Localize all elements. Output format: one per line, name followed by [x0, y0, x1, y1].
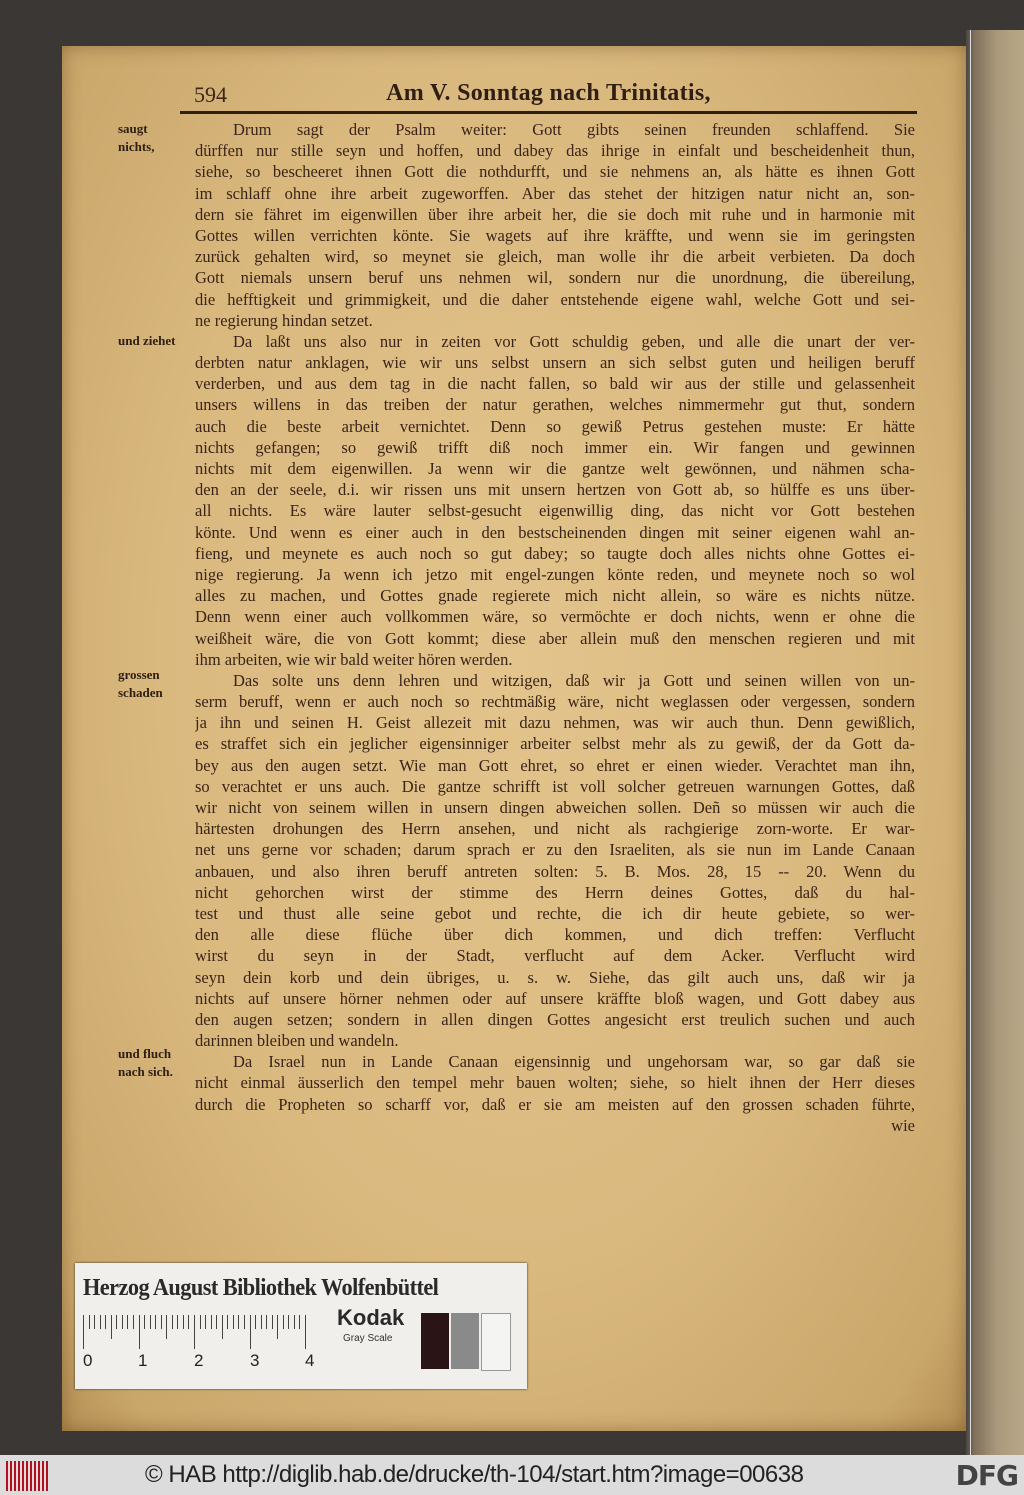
ruler-tick	[266, 1315, 267, 1329]
text-line: siehe, so bescheeret ihnen Gott die nothdurfft, und sie nehmens an, als hätte es ihnen Gott	[195, 162, 915, 182]
hab-logo-icon	[6, 1461, 48, 1491]
page-header	[180, 80, 917, 114]
ruler-tick	[211, 1315, 212, 1329]
ruler-tick	[89, 1315, 90, 1329]
ruler-tick	[144, 1315, 145, 1329]
text-line: nichts mit dem eigenwillen. Ja wenn wir die gantze welt gewönnen, und nähmen scha-	[195, 459, 915, 478]
text-line: Drum sagt der Psalm weiter: Gott gibts seinen freunden schlaffend. Sie	[233, 120, 915, 139]
text-line: unsers willens in das treiben der natur gerathen, welches nimmermehr gut thut, sondern	[195, 395, 915, 415]
swatch-black	[421, 1313, 449, 1369]
ruler-tick	[233, 1315, 234, 1329]
footer-bar	[0, 1455, 1024, 1495]
ruler-tick	[216, 1315, 217, 1329]
text-line: es straffet sich ein jeglicher eigensinniger arbeiter selbst mehr als zu gewiß, der da Gott da-	[195, 734, 915, 754]
ruler-tick	[255, 1315, 256, 1329]
ruler-tick	[288, 1315, 289, 1329]
text-line: nige regierung. Ja wenn ich jetzo mit engel-zungen könte reden, und meynete noch so wol	[195, 564, 915, 584]
text-line: im schlaff ohne ihre arbeit zugeworffen. Aber das stehet der hitzigen natur nicht an, son-	[195, 183, 915, 203]
text-line: nicht gehorchen wirst der stimme des Herrn deines Gottes, daß du hal-	[195, 882, 915, 902]
ruler-tick	[250, 1315, 251, 1349]
ruler-tick	[244, 1315, 245, 1329]
text-line: nichts auf unsere hörner nehmen oder auf unsere kräffte bloß wagen, und Gott dabey aus	[195, 988, 915, 1008]
margin-note	[118, 1045, 196, 1081]
ruler-tick	[127, 1315, 128, 1329]
body-text	[195, 119, 915, 1136]
ruler-tick	[205, 1315, 206, 1329]
text-line: könte. Und wenn es einer auch in den bestscheinenden dingen mit seiner eigenen wahl an-	[195, 522, 915, 542]
ruler-tick	[238, 1315, 239, 1329]
text-line: durch die Propheten so scharff vor, daß er sie am meisten auf den grossen schaden führte,	[195, 1094, 915, 1114]
text-line: Da Israel nun in Lande Canaan eigensinnig und ungehorsam war, so gar daß sie	[233, 1052, 915, 1072]
ruler-label: 3	[250, 1351, 260, 1370]
text-line: dürffen nur stille seyn und hoffen, und dabey das ihrige in einfalt und bescheidenheit thun,	[195, 141, 915, 161]
ruler-tick	[277, 1315, 278, 1339]
text-line: Gottes willen verrichten könte. Sie wagets auf ihre kräffte, und wenn sie im geringsten	[195, 225, 915, 245]
ruler-tick	[294, 1315, 295, 1329]
text-line: nichts gefangen; so gewiß trifft diß noch immer ein. Wir fangen und gewinnen	[195, 437, 915, 457]
card-title: Herzog August Bibliothek Wolfenbüttel	[83, 1275, 439, 1301]
ruler-tick	[150, 1315, 151, 1329]
text-line: nicht einmal äusserlich den tempel mehr bauen wolten; siehe, so hielt ihnen der Herr dieses	[195, 1073, 915, 1093]
ruler-tick	[139, 1315, 140, 1349]
margin-note	[118, 332, 196, 350]
text-line: ja ihn und seinen H. Geist allezeit mit dazu nehmen, was wir auch thun. Denn gewißlich,	[195, 713, 915, 733]
header-rule	[180, 111, 917, 114]
margin-note	[118, 666, 196, 702]
swatch-white	[481, 1313, 511, 1371]
adjacent-page-edge	[966, 30, 1024, 1455]
gray-scale-label: Gray Scale	[343, 1333, 393, 1344]
text-line: auch die beste arbeit vernichtet. Denn so gewiß Petrus gestehen muste: Er hätte	[195, 416, 915, 436]
ruler-tick	[222, 1315, 223, 1339]
ruler-tick	[227, 1315, 228, 1329]
ruler-tick	[188, 1315, 189, 1329]
ruler-tick	[272, 1315, 273, 1329]
text-line: all nichts. Es wäre lauter selbst-gesucht eigenwillig ding, das nicht vor Gott bestehen	[195, 501, 915, 521]
text-line: fieng, und meynete es auch noch so gut dabey; so taugte doch alles nichts ohne Gottes ei-	[195, 543, 915, 563]
text-line: Denn wenn einer auch vollkommen wäre, so vermöchte er doch nichts, wenn er ohne die	[195, 607, 915, 627]
color-calibration-card	[75, 1263, 527, 1389]
text-line: ihm arbeiten, wie wir bald weiter hören werden.	[195, 649, 513, 669]
text-line: Das solte uns denn lehren und witzigen, daß wir ja Gott und seinen willen von un-	[233, 670, 915, 690]
text-line: darinnen bleiben und wandeln.	[195, 1031, 399, 1051]
ruler-tick	[111, 1315, 112, 1339]
dfg-logo: DFG	[955, 1459, 1018, 1492]
ruler-tick	[194, 1315, 195, 1349]
ruler-label: 2	[194, 1351, 204, 1370]
ruler-label: 4	[305, 1351, 315, 1370]
paragraph	[195, 1051, 915, 1115]
swatch-gray	[451, 1313, 479, 1369]
text-line: ne regierung hindan setzet.	[195, 310, 373, 330]
text-line: wir nicht von seinem willen in unsern dingen abweichen sollen. Deñ so müssen wir auch die	[195, 798, 915, 817]
margin-note	[118, 120, 196, 156]
ruler-tick	[305, 1315, 306, 1349]
ruler-label: 0	[83, 1351, 93, 1370]
margin-note-line: grossen	[118, 667, 160, 682]
catchword: wie	[891, 1115, 915, 1135]
paragraph	[195, 670, 915, 1051]
text-line: test und thust alle seine gebot und rechte, die ich dir heute gebiete, so wer-	[195, 903, 915, 923]
text-line: Da laßt uns also nur in zeiten vor Gott schuldig geben, und alle die unart der ver-	[233, 331, 915, 351]
text-line: die hefftigkeit und grimmigkeit, und die daher entstehende eigene wahl, welche Gott und sei-	[195, 289, 915, 309]
text-line: seyn dein korb und dein übriges, u. s. w. Siehe, das gilt auch uns, daß wir ja	[195, 967, 915, 987]
ruler-tick	[83, 1315, 84, 1349]
text-line: wirst du seyn in der Stadt, verflucht auf dem Acker. Verflucht wird	[195, 946, 915, 966]
text-line: bey aus den augen setzt. Wie man Gott ehret, so ehret er einen wieder. Verachtet man ihn,	[195, 755, 915, 775]
running-title: Am V. Sonntag nach Trinitatis,	[386, 80, 711, 106]
ruler-tick	[155, 1315, 156, 1329]
text-line: derbten natur anklagen, wie wir uns selbst unsern an sich selbst guten und heiligen beruff	[195, 353, 915, 373]
text-line: weißheit wäre, die von Gott kommt; diese aber allein muß den menschen regieren und mit	[195, 628, 915, 648]
ruler-tick	[172, 1315, 173, 1329]
text-line: härtesten drohungen des Herrn ansehen, und nicht als rachgierige zorn-worte. Er war-	[195, 819, 915, 839]
ruler-tick	[183, 1315, 184, 1329]
margin-note-line: und ziehet	[118, 333, 176, 348]
ruler-tick	[116, 1315, 117, 1329]
ruler-tick	[261, 1315, 262, 1329]
text-line: anbauen, und also ihren beruff antreten solten: 5. B. Mos. 28, 15 -- 20. Wenn du	[195, 861, 915, 881]
kodak-logo: Kodak	[337, 1305, 405, 1330]
ruler-tick	[200, 1315, 201, 1329]
margin-note-line: nichts,	[118, 139, 155, 154]
text-line: den augen setzen; sondern in allen dingen Gottes angesicht erst treulich suchen und auch	[195, 1009, 915, 1029]
text-line: Gott niemals unsern beruf uns nehmen wil, sondern nur die unordnung, die übereilung,	[195, 268, 915, 288]
ruler-tick	[299, 1315, 300, 1329]
ruler-tick	[283, 1315, 284, 1329]
text-line: den alle diese flüche über dich kommen, und dich treffen: Verflucht	[195, 925, 915, 945]
ruler-tick	[100, 1315, 101, 1329]
paragraph	[195, 331, 915, 670]
text-line: alles zu machen, und Gottes gnade regierete mich nicht allein, so wäre es nichts nütze.	[195, 586, 915, 606]
margin-note-line: schaden	[118, 685, 163, 700]
margin-note-line: nach sich.	[118, 1064, 173, 1079]
text-line: verderben, und aus dem tag in die nacht fallen, so bald wir aus der stille und gelassenheit	[195, 374, 915, 394]
ruler-tick	[94, 1315, 95, 1329]
margin-note-line: saugt	[118, 121, 148, 136]
ruler-tick	[161, 1315, 162, 1329]
text-line: serm beruff, wenn er auch noch so rechtmäßig wäre, nicht weglassen oder vergessen, sondern	[195, 692, 915, 712]
copyright-link[interactable]: © HAB http://diglib.hab.de/drucke/th-104/start.htm?image=00638	[145, 1461, 804, 1488]
ruler-label: 1	[138, 1351, 148, 1370]
text-line: zurück gehalten wird, so meynet sie gleich, man wolle ihr die arbeit verbieten. Da doch	[195, 247, 915, 267]
ruler	[83, 1315, 315, 1349]
ruler-tick	[122, 1315, 123, 1329]
margin-note-line: und fluch	[118, 1046, 172, 1061]
ruler-tick	[177, 1315, 178, 1329]
ruler-tick	[166, 1315, 167, 1339]
text-line: net uns gerne vor schaden; darum sprach er zu den Israeliten, als sie nun im Lande Canaan	[195, 840, 915, 860]
paragraph	[195, 119, 915, 331]
ruler-tick	[133, 1315, 134, 1329]
page-number: 594	[194, 82, 227, 107]
text-line: dern sie fähret im eigenwillen über ihre arbeit her, die sie doch mit ruhe und in harmonie mit	[195, 204, 915, 224]
text-line: so verachtet er uns auch. Die gantze schrifft ist voll solcher getreuen warnungen Gottes, daß	[195, 776, 915, 796]
ruler-tick	[105, 1315, 106, 1329]
text-line: den an der seele, d.i. wir rissen uns mit unsern hertzen von Gott ab, so hülffe es uns über-	[195, 480, 915, 500]
